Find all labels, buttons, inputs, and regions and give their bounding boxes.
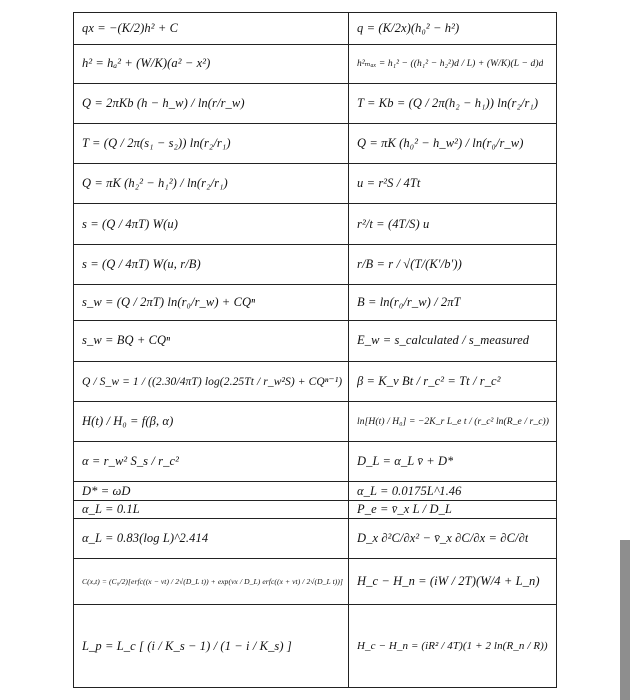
right-cell <box>349 83 557 123</box>
right-cell <box>349 13 557 45</box>
formula-text: H_c − H_n = (iW / 2T)(W/4 + L_n) <box>357 574 540 589</box>
formula-sheet <box>73 12 556 688</box>
right-cell <box>349 285 557 321</box>
formula-text: r/B = r / √(T/(K′/b′)) <box>357 256 462 271</box>
formula-text: H_c − H_n = (iR² / 4T)(1 + 2 ln(R_n / R)) <box>357 640 548 653</box>
table-row <box>74 83 557 123</box>
right-cell <box>349 442 557 482</box>
right-cell <box>349 204 557 244</box>
right-cell <box>349 482 557 500</box>
left-cell <box>74 518 349 558</box>
left-cell <box>74 559 349 605</box>
formula-text: h² = hₐ² + (W/K)(a² − x²) <box>82 56 211 71</box>
table-row <box>74 164 557 204</box>
table-row <box>74 442 557 482</box>
left-cell <box>74 285 349 321</box>
table-row <box>74 500 557 518</box>
formula-text: α_L = 0.0175L^1.46 <box>357 483 462 498</box>
scrollbar-edge[interactable] <box>620 540 630 700</box>
right-cell <box>349 361 557 401</box>
formula-text: D_L = α_L v̄ + D* <box>357 454 454 469</box>
left-cell <box>74 45 349 83</box>
formula-text: α_L = 0.83(log L)^2.414 <box>82 530 209 545</box>
formula-text: q = (K/2x)(h₀² − h²) <box>357 21 460 36</box>
left-cell <box>74 401 349 441</box>
formula-text: u = r²S / 4Tt <box>357 176 421 191</box>
formula-text: P_e = v̄_x L / D_L <box>357 501 452 516</box>
formula-text: qx = −(K/2)h² + C <box>82 21 179 36</box>
right-cell <box>349 401 557 441</box>
formula-text: Q = πK (h₂² − h₁²) / ln(r₂/r₁) <box>82 176 228 191</box>
right-cell <box>349 559 557 605</box>
left-cell <box>74 482 349 500</box>
left-cell <box>74 605 349 688</box>
formula-text: Q = πK (h₀² − h_w²) / ln(r₀/r_w) <box>357 135 524 150</box>
formula-text: s = (Q / 4πT) W(u) <box>82 216 179 231</box>
formula-text: h²ₘₐₓ = h₁² − ((h₁² − h₂²)d / L) + (W/K)(L − d)d <box>357 59 544 70</box>
right-cell <box>349 45 557 83</box>
formula-text: β = K_v Bt / r_c² = Tt / r_c² <box>357 373 501 388</box>
table-row <box>74 123 557 163</box>
right-cell <box>349 164 557 204</box>
right-cell <box>349 321 557 361</box>
table-row <box>74 559 557 605</box>
table-row <box>74 482 557 500</box>
table-row <box>74 45 557 83</box>
formula-text: Q = 2πKb (h − h_w) / ln(r/r_w) <box>82 95 245 110</box>
right-cell <box>349 244 557 284</box>
formula-text: r²/t = (4T/S) u <box>357 216 430 231</box>
left-cell <box>74 204 349 244</box>
table-row <box>74 204 557 244</box>
table-row <box>74 13 557 45</box>
right-cell <box>349 605 557 688</box>
formula-text: α_L = 0.1L <box>82 501 140 516</box>
formula-text: T = (Q / 2π(s₁ − s₂)) ln(r₂/r₁) <box>82 135 231 150</box>
formula-text: α = r_w² S_s / r_c² <box>82 454 179 469</box>
formula-text: ln[H(t) / H₀] = −2K_r L_e t / (r_c² ln(R_e / r_c)) <box>357 416 550 427</box>
table-row <box>74 285 557 321</box>
left-cell <box>74 123 349 163</box>
table-row <box>74 605 557 688</box>
formula-text: s = (Q / 4πT) W(u, r/B) <box>82 256 201 271</box>
formula-text: H(t) / H₀ = f(β, α) <box>82 414 174 428</box>
right-cell <box>349 500 557 518</box>
formula-text: E_w = s_calculated / s_measured <box>357 333 530 348</box>
table-row <box>74 518 557 558</box>
right-cell <box>349 123 557 163</box>
formula-text: D* = ωD <box>82 483 131 498</box>
right-cell <box>349 518 557 558</box>
left-cell <box>74 83 349 123</box>
left-cell <box>74 244 349 284</box>
formula-text: D_x ∂²C/∂x² − v̄_x ∂C/∂x = ∂C/∂t <box>357 530 529 545</box>
left-cell <box>74 361 349 401</box>
formula-table <box>73 12 557 688</box>
table-row <box>74 244 557 284</box>
formula-text: T = Kb = (Q / 2π(h₂ − h₁)) ln(r₂/r₁) <box>357 95 539 110</box>
formula-text: Q / S_w = 1 / ((2.30/4πT) log(2.25Tt / r_w²S) + CQⁿ⁻¹) <box>82 376 343 389</box>
table-row <box>74 361 557 401</box>
table-row <box>74 321 557 361</box>
formula-text: L_p = L_c [ (i / K_s − 1) / (1 − i / K_s) ] <box>82 638 292 653</box>
table-row <box>74 401 557 441</box>
left-cell <box>74 500 349 518</box>
left-cell <box>74 164 349 204</box>
formula-text: C(x,t) = (C₀/2)[erfc((x − vt) / 2√(D_L t)) + exp(vx / D_L) erfc((x + vt) / 2√(D_L t))] <box>82 577 344 587</box>
formula-text: B = ln(r₀/r_w) / 2πT <box>357 295 461 310</box>
left-cell <box>74 321 349 361</box>
formula-text: s_w = (Q / 2πT) ln(r₀/r_w) + CQⁿ <box>82 295 256 310</box>
formula-text: s_w = BQ + CQⁿ <box>82 333 171 348</box>
left-cell <box>74 442 349 482</box>
left-cell <box>74 13 349 45</box>
